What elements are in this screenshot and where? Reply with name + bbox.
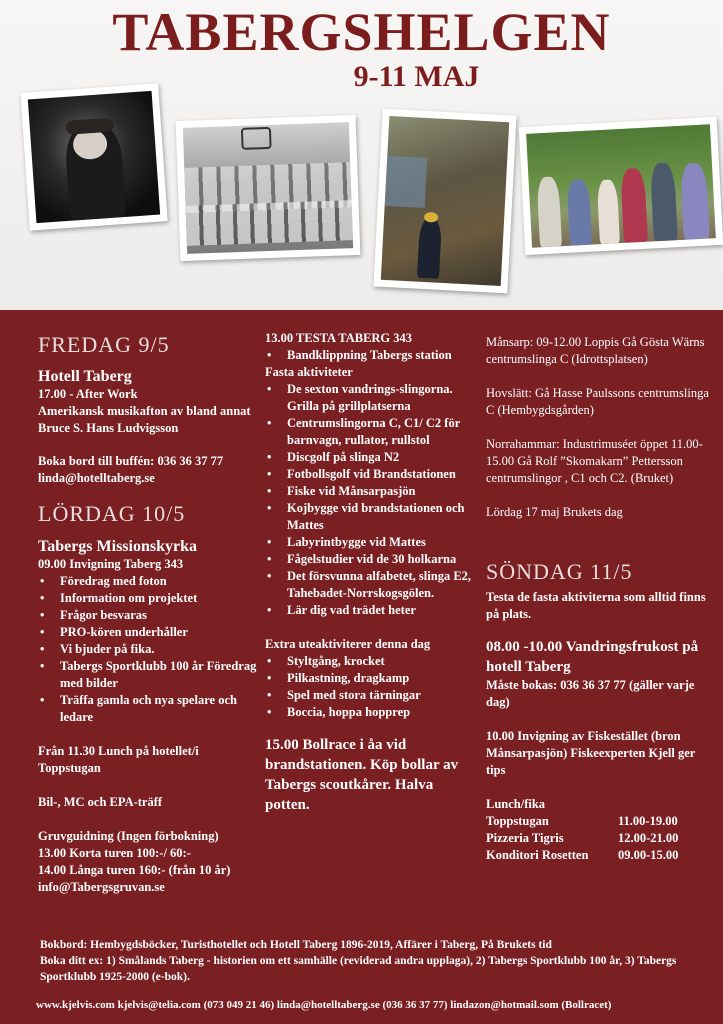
brukets-dag-info: Lördag 17 maj Brukets dag [486, 505, 623, 519]
lunch-place-name: Pizzeria Tigris [486, 831, 564, 845]
photo-hiking-group [519, 117, 723, 255]
saturday-heading: LÖRDAG 10/5 [38, 501, 186, 526]
friday-line-2: Amerikansk musikafton av bland annat Bruce S. Hans Ludvigsson [38, 404, 251, 435]
sunday-breakfast-note: Måste bokas: 036 36 37 77 (gäller varje dag) [486, 678, 695, 709]
sunday-fishing: 10.00 Invigning av Fiskestället (bron Månsarpasjön) Fiskeexperten Kjell ger tips [486, 729, 696, 777]
lunch-title: Lunch/fika [486, 797, 546, 811]
hovslatt-info: Hovslätt: Gå Hasse Paulssons centrumslinga C (Hembygdsgården) [486, 386, 709, 417]
mine-tour-title: Gruvguidning (Ingen förbokning) [38, 829, 219, 843]
photo-forest-stream [373, 109, 516, 294]
program-panel [0, 310, 723, 1024]
list-item: • Boccia, hoppa hopprep [265, 704, 477, 721]
list-item: • Fågelstudier vid de 30 holkarna [265, 551, 477, 568]
list-item: • Träffa gamla och nya spelare och ledare [38, 692, 260, 726]
photo-musician [20, 83, 167, 230]
lunch-place-hours: 11.00-19.00 [618, 814, 678, 828]
lunch-place-name: Konditori Rosetten [486, 848, 589, 862]
extra-activities-title: Extra uteaktiviterer denna dag [265, 637, 431, 651]
list-item: • Kojbygge vid brandstationen och Mattes [265, 500, 477, 534]
photo-football-team [176, 115, 361, 261]
book-order-text: Boka ditt ex: 1) Smålands Taberg - historien om ett samhälle (reviderad andra upplaga), 2) Tabergs Sportklubb 100 år, 3) Tabergs Sportklubb 1925-2000 (e-bok). [40, 955, 677, 983]
saturday-opening: 09.00 Invigning Taberg 343 [38, 557, 184, 571]
mansarp-info: Månsarp: 09-12.00 Loppis Gå Gösta Wärns centrumslinga C (Idrottsplatsen) [486, 335, 705, 366]
list-item: • Bandklippning Tabergs station [265, 347, 477, 364]
test-taberg-title: 13.00 TESTA TABERG 343 [265, 331, 413, 345]
book-table-text: Bokbord: Hembygdsböcker, Turisthotellet och Hotell Taberg 1896-2019, Affärer i Taberg, På Brukets tid [40, 939, 552, 951]
list-item: • PRO-kören underhåller [38, 624, 260, 641]
list-item: • Styltgång, krocket [265, 653, 477, 670]
lunch-place-hours: 12.00-21.00 [618, 831, 679, 845]
norrahammar-info: Norrahammar: Industrimuséet öppet 11.00-15.00 Gå Rolf ”Skomakarn” Pettersson centrumslingor , C1 och C2. (Bruket) [486, 437, 703, 485]
fixed-activities-list [265, 381, 477, 619]
list-item: • Pilkastning, dragkamp [265, 670, 477, 687]
footer-contacts: www.kjelvis.com kjelvis@telia.com (073 049 21 46) linda@hotelltaberg.se (036 36 37 77) lindazon@hotmail.som (Bollracet) [36, 999, 612, 1011]
saturday-cars: Bil-, MC och EPA-träff [38, 795, 163, 809]
list-item: • Centrumslingorna C, C1/ C2 för barnvagn, rullator, rullstol [265, 415, 477, 449]
saturday-list [38, 573, 260, 726]
poster-header [0, 0, 723, 310]
list-item: • Vi bjuder på fika. [38, 641, 260, 658]
column-middle [265, 310, 477, 815]
fixed-activities-title: Fasta aktiviteter [265, 365, 353, 379]
friday-line-1: 17.00 - After Work [38, 387, 138, 401]
list-item: • Tabergs Sportklubb 100 år Föredrag med bilder [38, 658, 260, 692]
friday-booking: Boka bord till buffén: 036 36 37 77 linda@hotelltaberg.se [38, 454, 224, 485]
friday-venue: Hotell Taberg [38, 368, 132, 385]
list-item: • Fotbollsgolf vid Brandstationen [265, 466, 477, 483]
column-left [38, 310, 260, 896]
list-item: • Spel med stora tärningar [265, 687, 477, 704]
lunch-row [486, 830, 716, 847]
poster-title: TABERGSHELGEN [112, 2, 611, 62]
lunch-row [486, 847, 716, 864]
extra-activities-list [265, 653, 477, 721]
list-item: • Labyrintbygge vid Mattes [265, 534, 477, 551]
lunch-row [486, 813, 716, 830]
mine-tour-short: 13.00 Korta turen 100:-/ 60:- [38, 846, 191, 860]
list-item: • Det försvunna alfabetet, slinga E2, Tahebadet-Norrskogsgölen. [265, 568, 477, 602]
sunday-heading: SÖNDAG 11/5 [486, 559, 633, 584]
lunch-place-hours: 09.00-15.00 [618, 848, 679, 862]
sunday-breakfast: 08.00 -10.00 Vandringsfrukost på hotell Taberg [486, 639, 699, 675]
list-item: • De sexton vandrings-slingorna. Grilla på grillplatserna [265, 381, 477, 415]
list-item: • Fiske vid Månsarpasjön [265, 483, 477, 500]
list-item: • Frågor besvaras [38, 607, 260, 624]
friday-heading: FREDAG 9/5 [38, 332, 170, 357]
saturday-lunch: Från 11.30 Lunch på hotellet/i Toppstugan [38, 744, 199, 775]
test-taberg-list [265, 347, 477, 364]
mine-tour-email: info@Tabergsgruvan.se [38, 880, 165, 894]
list-item: • Föredrag med foton [38, 573, 260, 590]
column-right [486, 310, 716, 864]
list-item: • Lär dig vad trädet heter [265, 602, 477, 619]
sunday-intro: Testa de fasta aktiviterna som alltid finns på plats. [486, 590, 706, 621]
list-item: • Information om projektet [38, 590, 260, 607]
lunch-place-name: Toppstugan [486, 814, 549, 828]
mine-tour-long: 14.00 Långa turen 160:- (från 10 år) [38, 863, 231, 877]
bollrace-text: 15.00 Bollrace i åa vid brandstationen. Köp bollar av Tabergs scoutkårer. Halva potten. [265, 737, 459, 813]
event-dates: 9-11 MAJ [353, 60, 480, 93]
saturday-venue: Tabergs Missionskyrka [38, 538, 197, 555]
list-item: • Discgolf på slinga N2 [265, 449, 477, 466]
footer-books [40, 937, 720, 985]
